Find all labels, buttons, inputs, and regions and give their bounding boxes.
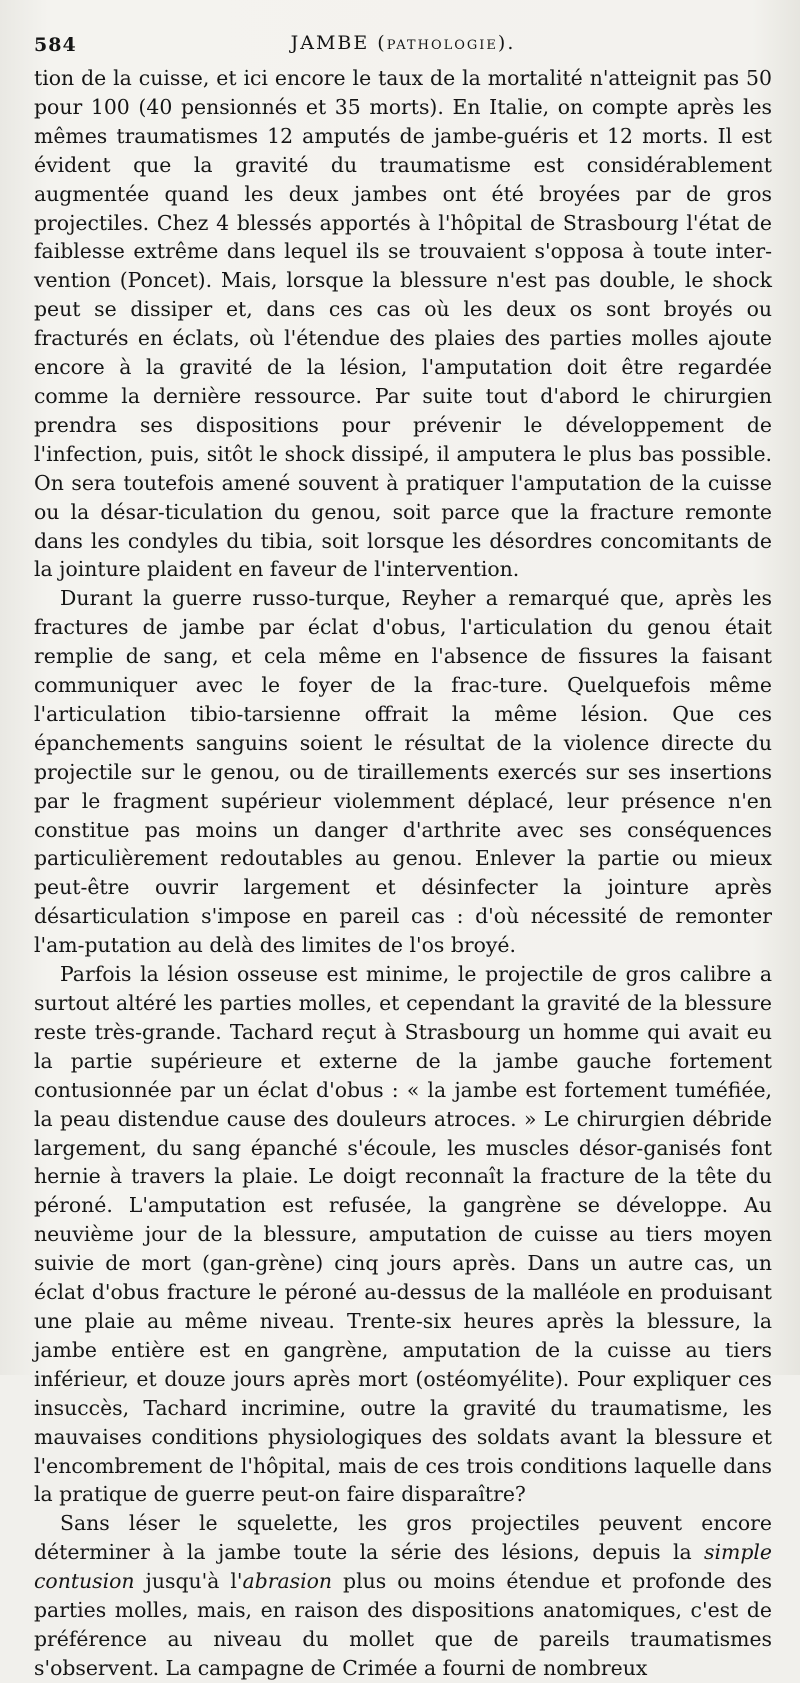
- paragraph-text: jusqu'à l': [134, 1569, 243, 1594]
- running-title-main: JAMBE (: [290, 32, 387, 54]
- body-text: [34, 64, 772, 1683]
- paragraph: tion de la cuisse, et ici encore le taux de la mortalité n'atteignit pas 50 pour 100 (40 pensionnés et 35 morts). En Italie, on compte après les mêmes traumatismes 12 amputés de jambe-guéris et 12 morts. Il est évident que la gravité du traumatisme est considérablement augmentée quand les deux jambes ont été broyées par de gros projectiles. Chez 4 blessés apportés à l'hôpital de Strasbourg l'état de faiblesse extrême dans lequel ils se trouvaient s'opposa à toute inter-vention (Poncet). Mais, lorsque la blessure n'est pas double, le shock peut se dissiper et, dans ces cas où les deux os sont broyés ou fracturés en éclats, où l'étendue des plaies des parties molles ajoute encore à la gravité de la lésion, l'amputation doit être regardée comme la dernière ressource. Par suite tout d'abord le chirurgien prendra ses dispositions pour prévenir le développement de l'infection, puis, sitôt le shock dissipé, il amputera le plus bas possible. On sera toutefois amené souvent à pratiquer l'amputation de la cuisse ou la désar-ticulation du genou, soit parce que la fracture remonte dans les condyles du tibia, soit lorsque les désordres concomitants de la jointure plaident en faveur de l'intervention.: [34, 66, 772, 582]
- paragraph: Parfois la lésion osseuse est minime, le projectile de gros calibre a surtout altéré les parties molles, et cependant la gravité de la blessure reste très-grande. Tachard reçut à Strasbourg un homme qui avait eu la partie supérieure et externe de la jambe gauche fortement contusionnée par un éclat d'obus : « la jambe est fortement tuméfiée, la peau distendue cause des douleurs atroces. » Le chirurgien débride largement, du sang épanché s'écoule, les muscles désor-ganisés font hernie à travers la plaie. Le doigt reconnaît la fracture de la tête du péroné. L'amputation est refusée, la gangrène se développe. Au neuvième jour de la blessure, amputation de cuisse au tiers moyen suivie de mort (gan-grène) cinq jours après. Dans un autre cas, un éclat d'obus fracture le péroné au-dessus de la malléole en produisant une plaie au même niveau. Trente-six heures après la blessure, la jambe entière est en gangrène, amputation de la cuisse au tiers inférieur, et douze jours après mort (ostéomyélite). Pour expliquer ces insuccès, Tachard incrimine, outre la gravité du traumatisme, les mauvaises conditions physiologiques des soldats avant la blessure et l'encombrement de l'hôpital, mais de ces trois conditions laquelle dans la pratique de guerre peut-on faire disparaître?: [34, 962, 772, 1507]
- running-head: [34, 28, 772, 64]
- italic-term: simple contusion: [34, 1540, 772, 1594]
- running-title-section: PATHOLOGIE: [386, 38, 498, 53]
- italic-term: abrasion: [242, 1569, 333, 1594]
- paragraph: Durant la guerre russo-turque, Reyher a remarqué que, après les fractures de jambe par éclat d'obus, l'articulation du genou était remplie de sang, et cela même en l'absence de fissures la faisant communiquer avec le foyer de la frac-ture. Quelquefois même l'articulation tibio-tarsienne offrait la même lésion. Que ces épanchements sanguins soient le résultat de la violence directe du projectile sur le genou, ou de tiraillements exercés sur ses insertions par le fragment supérieur violemment déplacé, leur présence n'en constitue pas moins un danger d'arthrite avec ses conséquences particulièrement redoutables au genou. Enlever la partie ou mieux peut-être ouvrir largement et désinfecter la jointure après désarticulation s'impose en pareil cas : d'où nécessité de remonter l'am-putation au delà des limites de l'os broyé.: [34, 586, 772, 958]
- running-title-end: ).: [497, 32, 516, 54]
- running-title: [34, 32, 772, 54]
- paragraph-text: Sans léser le squelette, les gros projectiles peuvent encore déterminer à la jambe toute la série des lésions, depuis la: [34, 1511, 772, 1565]
- page-number: 584: [34, 34, 77, 56]
- paragraph-text: plus ou moins étendue et profonde des parties molles, mais, en raison des dispositions anatomiques, c'est de préférence au niveau du mollet que de pareils traumatismes s'observent. La campagne de Crimée a fourni de nombreux: [34, 1569, 773, 1680]
- paragraph: [34, 1509, 772, 1682]
